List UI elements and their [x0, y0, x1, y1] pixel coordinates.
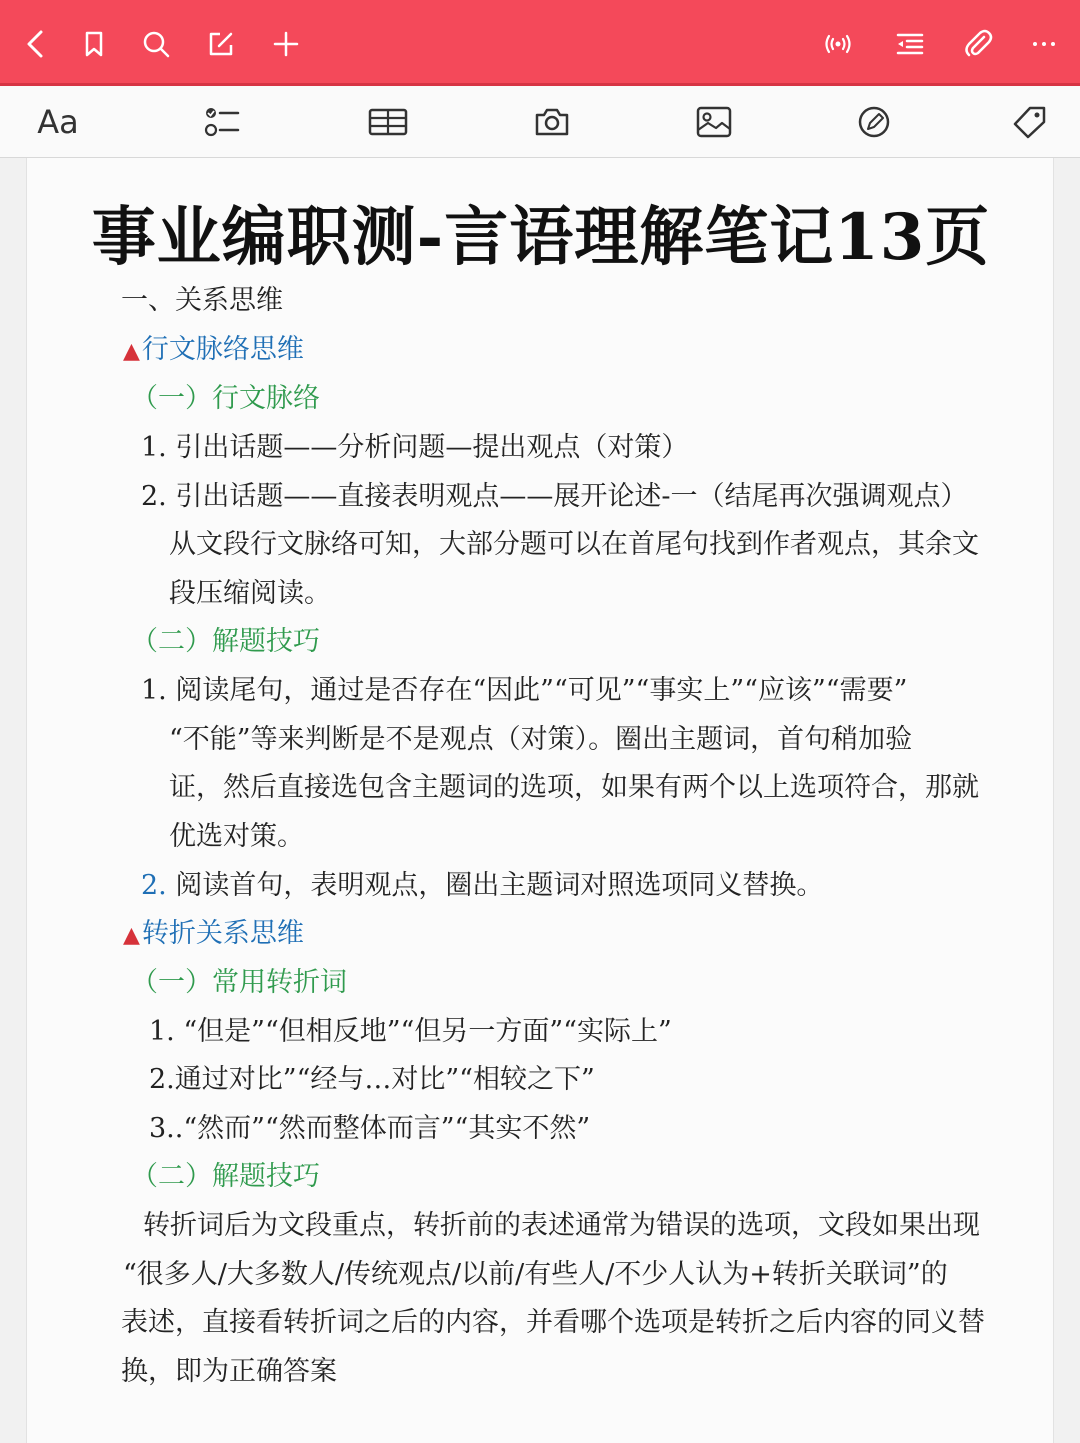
attachment-icon — [962, 28, 994, 60]
paragraph-line: 表述，直接看转折词之后的内容，并看哪个选项是转折之后内容的同义替 — [121, 1307, 985, 1338]
text-format-button[interactable] — [34, 98, 82, 146]
format-toolbar — [0, 86, 1080, 158]
pencil-button[interactable] — [852, 98, 896, 146]
back-icon — [20, 28, 52, 60]
paragraph-line: 证，然后直接选包含主题词的选项，如果有两个以上选项符合，那就 — [169, 772, 979, 803]
paragraph-line: 换，即为正确答案 — [121, 1356, 337, 1387]
list-item: 1. 引出话题——分析问题—提出观点（对策） — [141, 432, 689, 463]
subsection-heading: ▲转折关系思维 — [123, 918, 304, 949]
list-item: 1. “但是”“但相反地”“但另一方面”“实际上” — [149, 1016, 672, 1047]
table-button[interactable] — [366, 98, 410, 146]
triangle-bullet-icon: ▲ — [123, 923, 140, 948]
checklist-button[interactable] — [200, 98, 244, 146]
text-format-label: Aa — [37, 103, 79, 141]
add-button[interactable] — [264, 22, 308, 66]
list-item: 1. 阅读尾句，通过是否存在“因此”“可见”“事实上”“应该”“需要” — [141, 675, 908, 706]
paragraph-line: 段压缩阅读。 — [169, 578, 331, 609]
back-button[interactable] — [14, 22, 58, 66]
tag-button[interactable] — [1008, 98, 1052, 146]
tag-icon — [1010, 104, 1050, 140]
outline-icon — [894, 28, 926, 60]
search-icon — [140, 28, 172, 60]
sub-heading: （一）行文脉络 — [131, 383, 320, 414]
plus-icon — [270, 28, 302, 60]
more-icon — [1028, 28, 1060, 60]
sub-heading: （二）解题技巧 — [131, 1161, 320, 1192]
table-icon — [368, 104, 408, 140]
list-item: 2. 引出话题——直接表明观点——展开论述-一（结尾再次强调观点） — [141, 481, 968, 512]
paragraph-line: “很多人/大多数人/传统观点/以前/有些人/不少人认为+转折关联词”的 — [123, 1259, 948, 1290]
broadcast-button[interactable] — [816, 22, 860, 66]
bookmark-button[interactable] — [72, 22, 116, 66]
paragraph-line: “不能”等来判断是不是观点（对策）。圈出主题词，首句稍加验 — [169, 724, 913, 755]
list-item: 3..“然而”“然而整体而言”“其实不然” — [149, 1113, 591, 1144]
paragraph-line: 优选对策。 — [169, 821, 304, 852]
paragraph-line: 从文段行文脉络可知，大部分题可以在首尾句找到作者观点，其余文 — [169, 529, 979, 560]
camera-button[interactable] — [530, 98, 574, 146]
sub-heading: （二）解题技巧 — [131, 626, 320, 657]
section-heading: 一、关系思维 — [121, 285, 283, 316]
outline-button[interactable] — [888, 22, 932, 66]
checklist-icon — [202, 104, 242, 140]
camera-icon — [532, 104, 572, 140]
attachment-button[interactable] — [956, 22, 1000, 66]
list-item: 2.通过对比”“经与…对比”“相较之下” — [149, 1064, 595, 1095]
broadcast-icon — [822, 28, 854, 60]
note-page[interactable] — [26, 158, 1054, 1443]
search-button[interactable] — [134, 22, 178, 66]
top-app-bar — [0, 0, 1080, 86]
subsection-heading: ▲行文脉络思维 — [123, 334, 304, 365]
edit-icon — [205, 28, 237, 60]
bookmark-icon — [78, 28, 110, 60]
edit-button[interactable] — [199, 22, 243, 66]
image-icon — [694, 104, 734, 140]
more-button[interactable] — [1022, 22, 1066, 66]
pencil-icon — [854, 104, 894, 140]
list-item: 2. 阅读首句，表明观点，圈出主题词对照选项同义替换。 — [141, 870, 824, 901]
image-button[interactable] — [692, 98, 736, 146]
sub-heading: （一）常用转折词 — [131, 967, 347, 998]
note-title: 事业编职测-言语理解笔记13页 — [91, 200, 991, 275]
paragraph-line: 转折词后为文段重点，转折前的表述通常为错误的选项，文段如果出现 — [143, 1210, 980, 1241]
triangle-bullet-icon: ▲ — [123, 339, 140, 364]
